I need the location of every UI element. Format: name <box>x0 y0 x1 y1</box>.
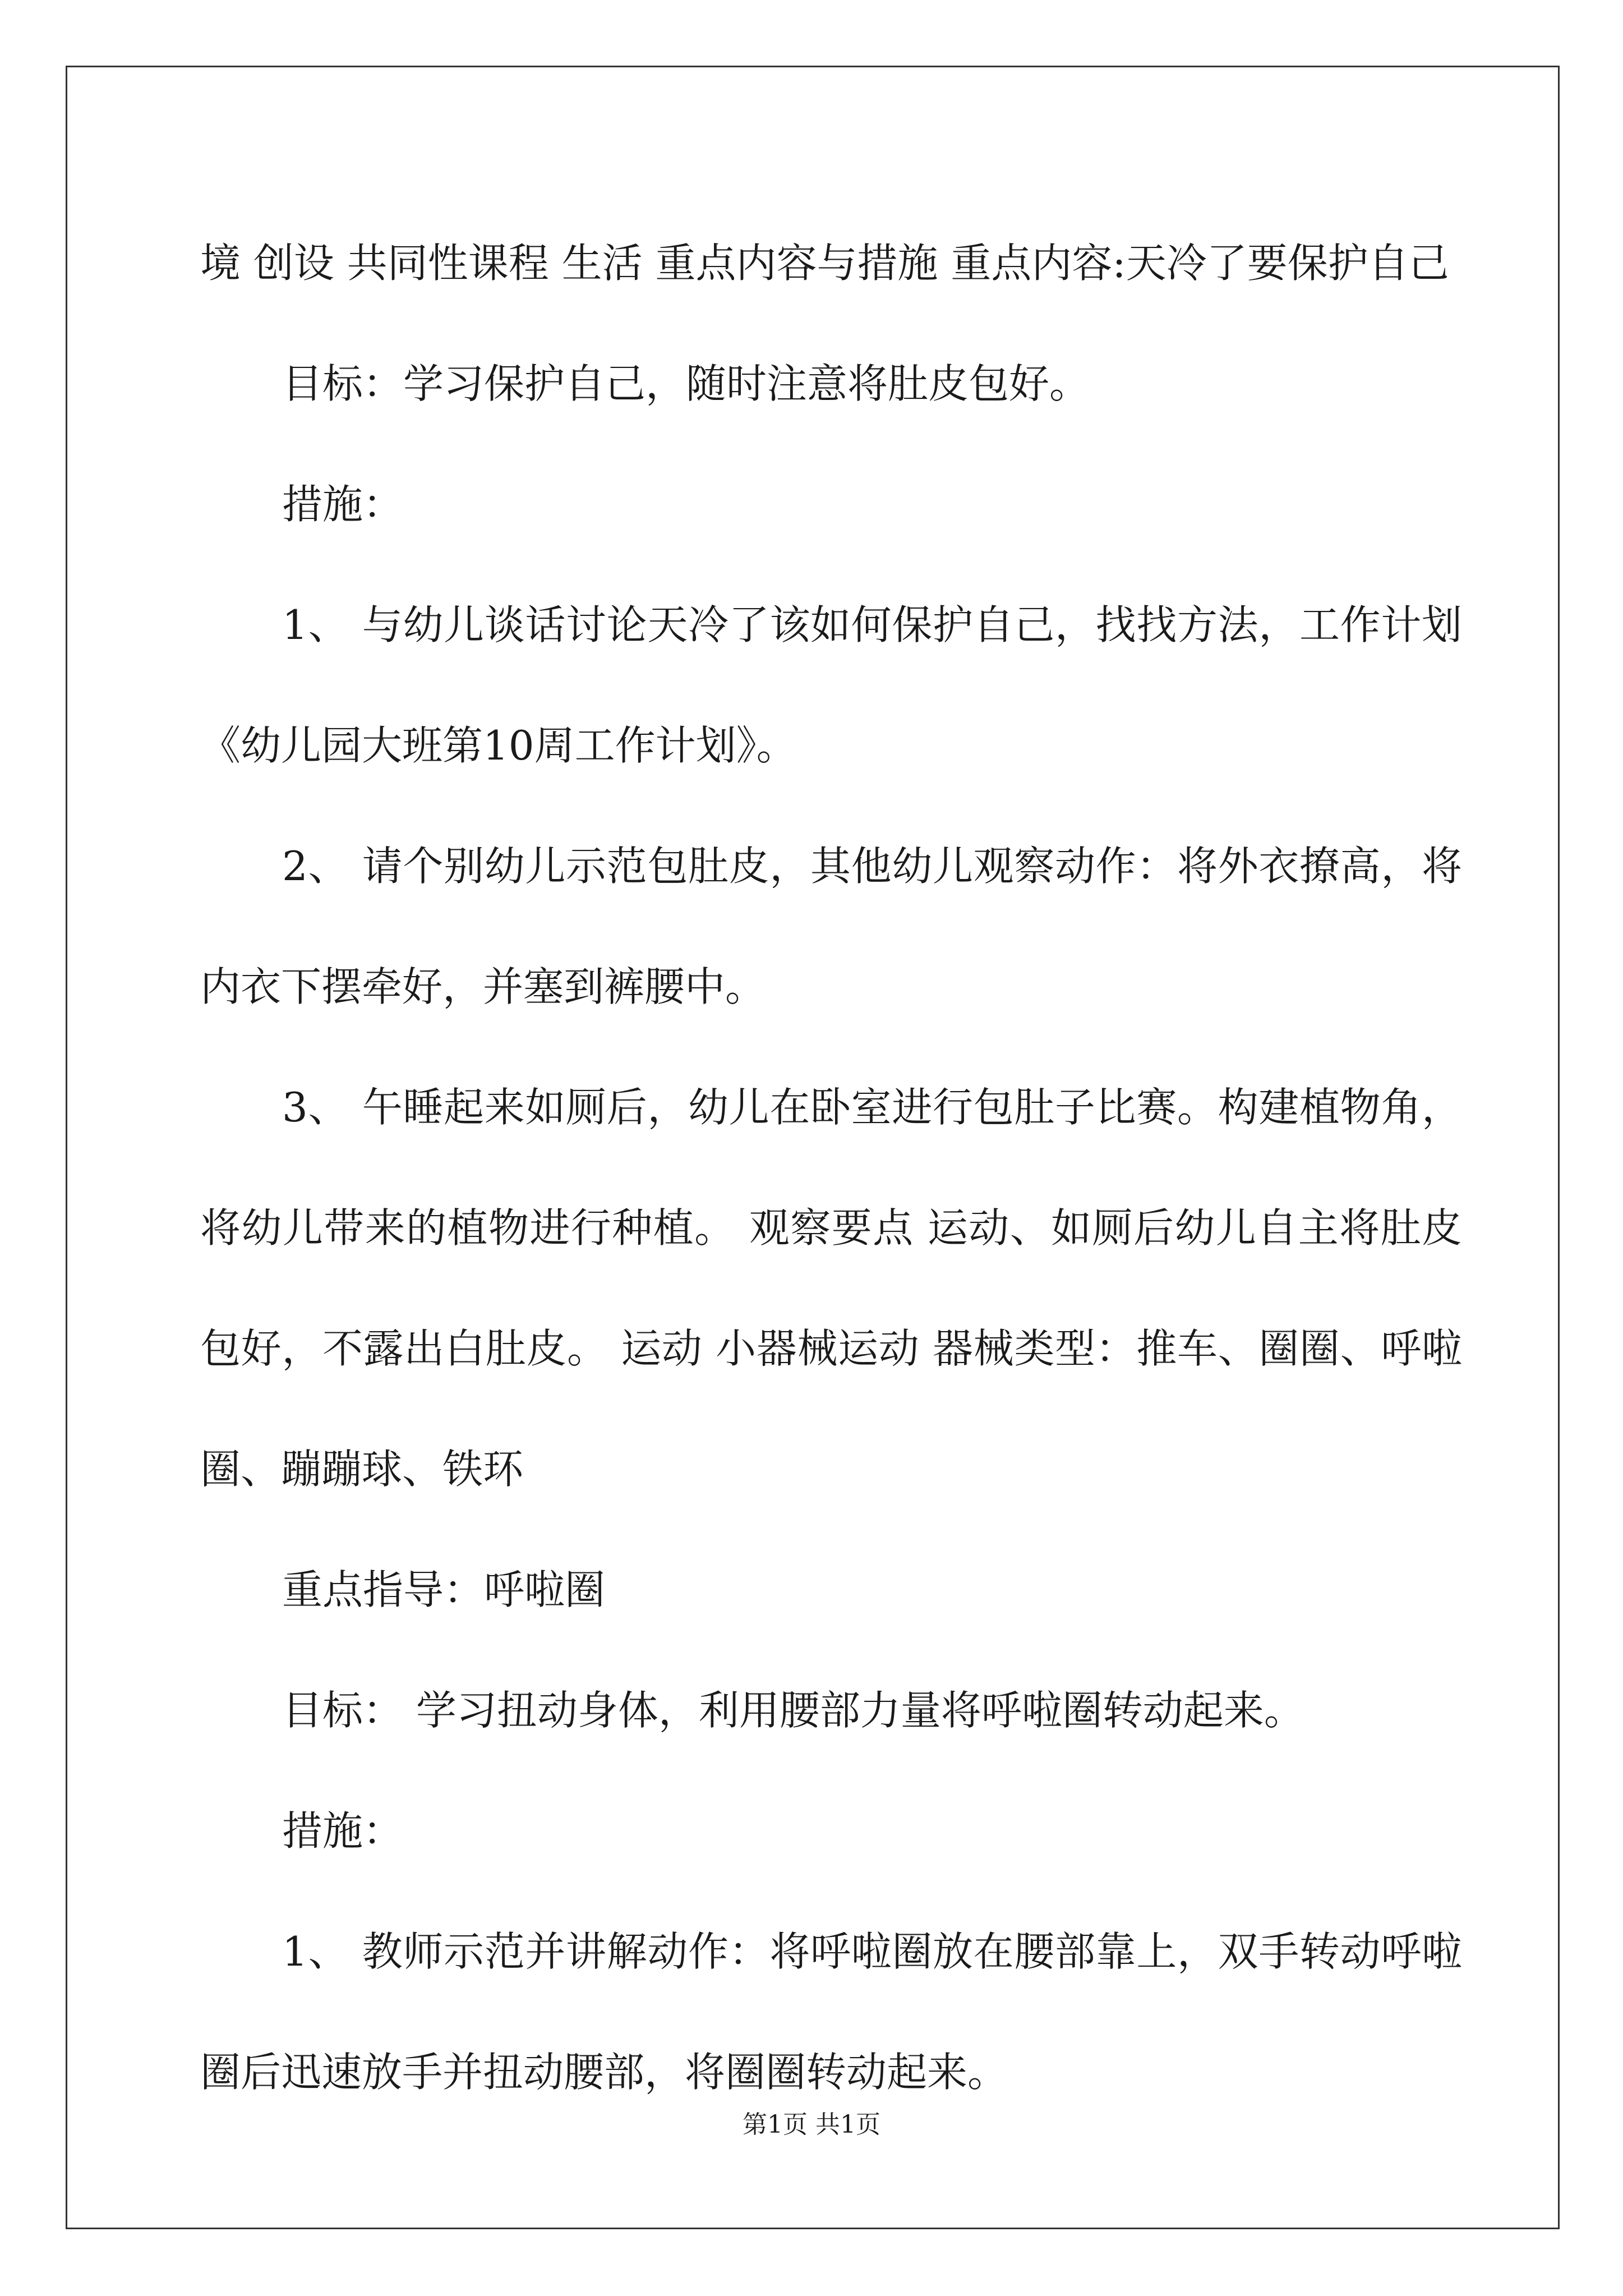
paragraph-goal-2: 目标： 学习扭动身体，利用腰部力量将呼啦圈转动起来。 <box>282 1687 1304 1734</box>
paragraph-intro: 境 创设 共同性课程 生活 重点内容与措施 重点内容:天冷了要保护自己 <box>200 240 1449 287</box>
paragraph-measures-heading-2: 措施： <box>282 1807 404 1855</box>
paragraph-measure-4: 1、 教师示范并讲解动作：将呼啦圈放在腰部靠上，双手转动呼啦圈后迅速放手并扭动腰部，将圈圈转动起来。 <box>200 1928 1462 2096</box>
paragraph-measure-2: 2、 请个别幼儿示范包肚皮，其他幼儿观察动作：将外衣撩高，将内衣下摆牵好，并塞到裤腰中。 <box>200 843 1462 1010</box>
paragraph-key-guidance: 重点指导：呼啦圈 <box>282 1566 606 1613</box>
paragraph-goal-1: 目标：学习保护自己，随时注意将肚皮包好。 <box>282 360 1090 407</box>
paragraph-measure-1: 1、 与幼儿谈话讨论天冷了该如何保护自己，找找方法，工作计划《幼儿园大班第10周工作计划》。 <box>200 601 1462 769</box>
paragraph-measures-heading-1: 措施： <box>282 481 404 528</box>
page-footer: 第1页 共1页 <box>743 2110 880 2139</box>
document-body <box>200 203 1462 2133</box>
paragraph-measure-3: 3、 午睡起来如厕后，幼儿在卧室进行包肚子比赛。构建植物角，将幼儿带来的植物进行种植。 观察要点 运动、如厕后幼儿自主将肚皮包好，不露出白肚皮。 运动 小器械运动 器械类型：推车、圈圈、呼啦圈、蹦蹦球、铁环 <box>200 1084 1462 1493</box>
